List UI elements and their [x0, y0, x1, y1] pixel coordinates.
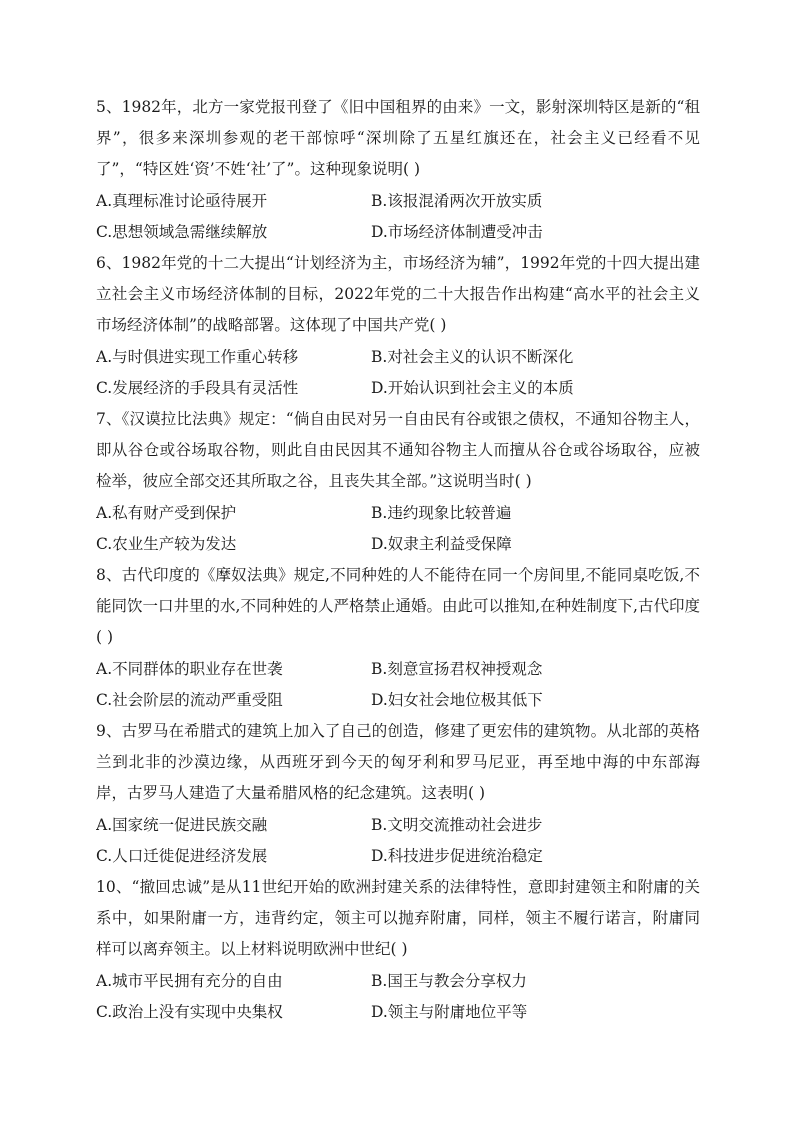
option-a: A.国家统一促进民族交融: [96, 815, 268, 834]
option-c: C.思想领域急需继续解放: [96, 222, 268, 241]
option-c: C.政治上没有实现中央集权: [96, 1002, 283, 1021]
option-b: B.该报混淆两次开放实质: [371, 191, 543, 210]
option-d: D.开始认识到社会主义的本质: [371, 378, 574, 397]
option-c: C.发展经济的手段具有灵活性: [96, 378, 299, 397]
option-d: D.领主与附庸地位平等: [371, 1002, 528, 1021]
question-6: [96, 248, 700, 404]
option-d: D.科技进步促进统治稳定: [371, 846, 543, 865]
option-grid: [96, 654, 700, 716]
question-10: [96, 872, 700, 1028]
option-a: A.不同群体的职业存在世袭: [96, 659, 283, 678]
option-a: A.与时俱进实现工作重心转移: [96, 347, 299, 366]
option-d: D.市场经济体制遭受冲击: [371, 222, 543, 241]
option-grid: [96, 342, 700, 404]
question-stem: 7、《汉谟拉比法典》规定：“倘自由民对另一自由民有谷或银之债权，不通知谷物主人，即从谷仓或谷场取谷物，则此自由民因其不通知谷物主人而擅从谷仓或谷场取谷，应被检举，彼应全部交还其所取之谷，且丧失其全部。”这说明当时( ): [96, 410, 700, 491]
option-c: C.人口迁徙促进经济发展: [96, 846, 268, 865]
question-stem: 5、1982年，北方一家党报刊登了《旧中国租界的由来》一文，影射深圳特区是新的“租界”，很多来深圳参观的老干部惊呼“深圳除了五星红旗还在，社会主义已经看不见了”，“特区姓‘资’不姓‘社’了”。这种现象说明( ): [96, 98, 700, 179]
question-stem: 10、“撤回忠诚”是从11世纪开始的欧洲封建关系的法律特性，意即封建领主和附庸的关系中，如果附庸一方，违背约定，领主可以抛弃附庸，同样，领主不履行诺言，附庸同样可以离弃领主。以上材料说明欧洲中世纪( ): [96, 878, 700, 959]
option-b: B.刻意宣扬君权神授观念: [371, 659, 543, 678]
option-grid: [96, 498, 700, 560]
question-stem: 9、古罗马在希腊式的建筑上加入了自己的创造，修建了更宏伟的建筑物。从北部的英格兰到北非的沙漠边缘，从西班牙到今天的匈牙利和罗马尼亚，再至地中海的中东部海岸，古罗马人建造了大量希腊风格的纪念建筑。这表明( ): [96, 722, 700, 803]
question-5: [96, 92, 700, 248]
exam-page: [96, 92, 700, 1028]
question-8: [96, 560, 700, 716]
question-stem: 6、1982年党的十二大提出“计划经济为主，市场经济为辅”，1992年党的十四大提出建立社会主义市场经济体制的目标，2022年党的二十大报告作出构建“高水平的社会主义市场经济体制”的战略部署。这体现了中国共产党( ): [96, 254, 700, 335]
option-c: C.社会阶层的流动严重受阻: [96, 690, 283, 709]
question-9: [96, 716, 700, 872]
option-d: D.妇女社会地位极其低下: [371, 690, 543, 709]
option-grid: [96, 966, 700, 1028]
option-a: A.私有财产受到保护: [96, 503, 237, 522]
option-a: A.真理标准讨论亟待展开: [96, 191, 268, 210]
question-stem: 8、古代印度的《摩奴法典》规定,不同种姓的人不能待在同一个房间里,不能同桌吃饭,不能同饮一口井里的水,不同种姓的人严格禁止通婚。由此可以推知,在种姓制度下,古代印度( ): [96, 566, 700, 647]
question-7: [96, 404, 700, 560]
option-b: B.文明交流推动社会进步: [371, 815, 543, 834]
option-d: D.奴隶主利益受保障: [371, 534, 512, 553]
option-b: B.违约现象比较普遍: [371, 503, 512, 522]
option-c: C.农业生产较为发达: [96, 534, 237, 553]
option-grid: [96, 810, 700, 872]
option-a: A.城市平民拥有充分的自由: [96, 971, 283, 990]
option-b: B.对社会主义的认识不断深化: [371, 347, 574, 366]
option-b: B.国王与教会分享权力: [371, 971, 527, 990]
option-grid: [96, 186, 700, 248]
